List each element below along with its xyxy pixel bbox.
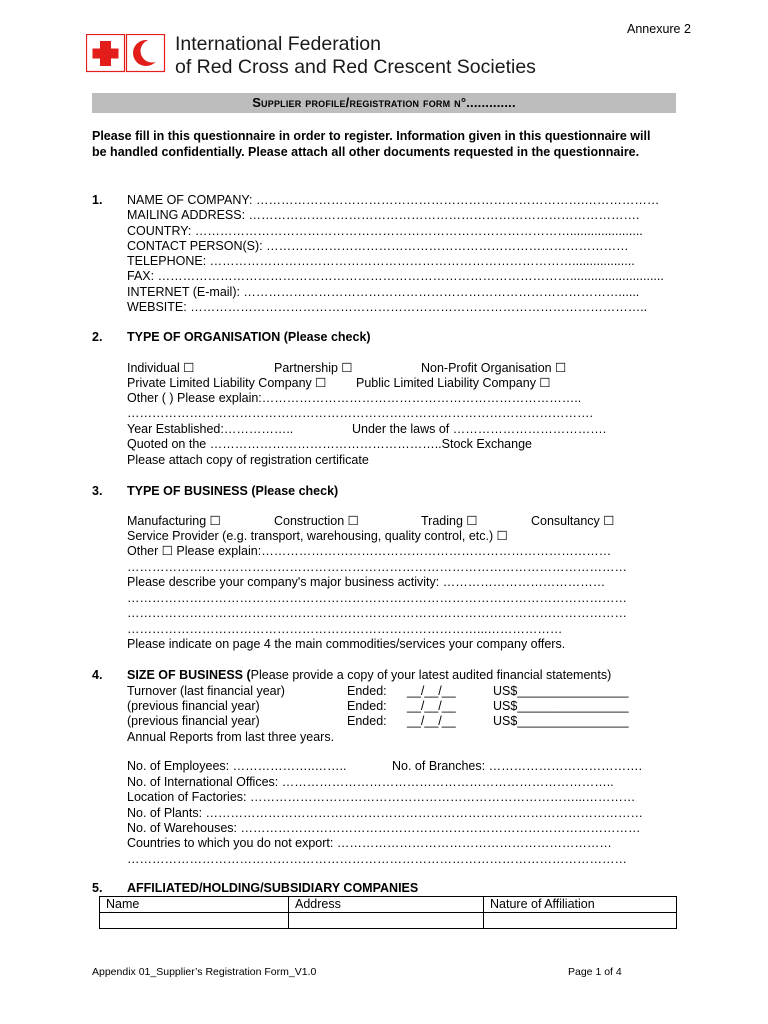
no-export-countries-line-2[interactable]: ………………………………………………………………………………………………………… — [127, 852, 627, 866]
biz-manufacturing-checkbox[interactable]: Manufacturing ☐ — [127, 514, 221, 528]
annual-reports-note: Annual Reports from last three years. — [127, 730, 335, 744]
commodities-note — [127, 637, 565, 652]
affiliate-name-cell[interactable] — [100, 913, 289, 929]
mailing-address-field[interactable]: MAILING ADDRESS: …………………………………………………………………………………. — [127, 208, 640, 223]
col-address-header: Address — [289, 897, 484, 913]
turnover-prev1-amount-field[interactable]: US$________________ — [493, 699, 629, 713]
section-4-title-bold: SIZE OF BUSINESS ( — [127, 668, 251, 682]
form-title: Supplier profile/registration form n°............. — [92, 93, 676, 113]
fax-field[interactable]: FAX: ………………………………………………………………………………………........................... — [127, 269, 664, 284]
turnover-prev2-label: (previous financial year) — [127, 714, 260, 728]
turnover-prev1-label: (previous financial year) — [127, 699, 260, 713]
affiliate-address-cell[interactable] — [289, 913, 484, 929]
telephone-field[interactable]: TELEPHONE: …………………………………………………………………………….................. — [127, 254, 635, 269]
turnover-prev1-date-field[interactable]: __/__/__ — [407, 699, 456, 713]
section-5-title: AFFILIATED/HOLDING/SUBSIDIARY COMPANIES — [127, 881, 419, 895]
turnover-prev2-ended: Ended: — [347, 714, 387, 728]
org-nonprofit-checkbox[interactable]: Non-Profit Organisation ☐ — [421, 361, 567, 375]
red-cross-crescent-logo — [86, 34, 166, 74]
year-established-field[interactable]: Year Established:…………….. — [127, 422, 294, 436]
stock-exchange-field[interactable]: Quoted on the ………………………………………………..Stock Exchange — [127, 437, 532, 451]
turnover-last-amount-field[interactable]: US$________________ — [493, 684, 629, 698]
biz-consultancy-checkbox[interactable]: Consultancy ☐ — [531, 514, 615, 528]
org-other-explain-field[interactable]: Other ( ) Please explain:………………………………………………………………….. — [127, 391, 582, 405]
turnover-prev2-date-field[interactable]: __/__/__ — [407, 714, 456, 728]
biz-construction-checkbox[interactable]: Construction ☐ — [274, 514, 359, 528]
section-5-number: 5. — [92, 881, 103, 895]
turnover-prev1-ended: Ended: — [347, 699, 387, 713]
section-4-title-rest: Please provide a copy of your latest audited financial statements) — [250, 668, 612, 682]
country-field[interactable]: COUNTRY: ………………………………………………………………………………..................... — [127, 223, 643, 238]
section-1-fields — [127, 193, 677, 315]
contact-persons-field[interactable]: CONTACT PERSON(S): …………………………………………………………………………… — [127, 238, 629, 253]
intro-text: Please fill in this questionnaire in order to register. Information given in this questionnaire will be handled confidentially. Please attach all other documents requested in the questionnaire. — [92, 129, 651, 159]
footer-doc-name: Appendix 01_Supplier’s Registration Form_V1.0 — [92, 966, 317, 978]
biz-trading-checkbox[interactable]: Trading ☐ — [421, 514, 478, 528]
section-3-title: TYPE OF BUSINESS (Please check) — [127, 484, 339, 498]
col-name-header: Name — [100, 897, 289, 913]
turnover-last-date-field[interactable]: __/__/__ — [407, 684, 456, 698]
no-export-countries-field[interactable]: Countries to which you do not export: ………………………………………………………… — [127, 836, 612, 850]
org-partnership-checkbox[interactable]: Partnership ☐ — [274, 361, 353, 375]
business-activity-line-4[interactable]: …………………………………………………………………………...……………… — [127, 622, 563, 636]
table-row — [100, 913, 677, 929]
plants-field[interactable]: No. of Plants: …………………………………………………………………………………………… — [127, 806, 644, 820]
affiliate-nature-cell[interactable] — [484, 913, 677, 929]
business-activity-field[interactable]: Please describe your company's major business activity: ………………………………… — [127, 575, 606, 589]
footer-page-number: Page 1 of 4 — [568, 966, 622, 978]
section-4-number: 4. — [92, 668, 103, 682]
section-1-number: 1. — [92, 193, 103, 207]
section-2-number: 2. — [92, 330, 103, 344]
international-offices-field[interactable]: No. of International Offices: …………………………………………………………………….. — [127, 775, 614, 789]
annexure-label: Annexure 2 — [627, 22, 691, 36]
biz-service-provider-checkbox[interactable]: Service Provider (e.g. transport, warehousing, quality control, etc.) ☐ — [127, 529, 508, 543]
org-individual-checkbox[interactable]: Individual ☐ — [127, 361, 195, 375]
org-private-llc-checkbox[interactable]: Private Limited Liability Company ☐ — [127, 376, 327, 390]
biz-other-continuation[interactable]: ………………………………………………………………………………………………………… — [127, 560, 627, 574]
section-3-number: 3. — [92, 484, 103, 498]
org-public-llc-checkbox[interactable]: Public Limited Liability Company ☐ — [356, 376, 551, 390]
factories-location-field[interactable]: Location of Factories: ……………………………………………………………………...………… — [127, 790, 636, 804]
commodities-note-text: Please indicate on page 4 the main commodities/services your company offers. — [127, 637, 566, 651]
branches-field[interactable]: No. of Branches: ………………………………. — [392, 759, 643, 773]
turnover-last-label: Turnover (last financial year) — [127, 684, 285, 698]
business-activity-line-2[interactable]: ………………………………………………………………………………………………………… — [127, 591, 627, 605]
company-name-field[interactable]: NAME OF COMPANY: …………………………………………………………………….……………… — [127, 193, 660, 207]
col-nature-header: Nature of Affiliation — [484, 897, 677, 913]
laws-field[interactable]: Under the laws of ………………………………. — [352, 422, 607, 436]
table-header-row — [100, 897, 677, 913]
org-name-line-1: International Federation — [175, 33, 381, 55]
employees-field[interactable]: No. of Employees: ………………..…….. — [127, 759, 347, 773]
internet-email-field[interactable]: INTERNET (E-mail): ………………………………………………………………………………...... — [127, 284, 640, 299]
warehouses-field[interactable]: No. of Warehouses: …………………………………………………………………………………… — [127, 821, 641, 835]
org-name-line-2: of Red Cross and Red Crescent Societies — [175, 56, 536, 78]
org-other-continuation[interactable]: …………………………………………………………………………………………………. — [127, 406, 593, 420]
registration-note: Please attach copy of registration certificate — [127, 453, 369, 467]
turnover-prev2-amount-field[interactable]: US$________________ — [493, 714, 629, 728]
business-activity-line-3[interactable]: ………………………………………………………………………………………………………… — [127, 606, 627, 620]
section-2-title: TYPE OF ORGANISATION (Please check) — [127, 330, 371, 344]
turnover-last-ended: Ended: — [347, 684, 387, 698]
website-field[interactable]: WEBSITE: ……………………………………………………………………………………………….. — [127, 300, 648, 315]
affiliations-table — [99, 896, 677, 929]
biz-other-explain-field[interactable]: Other ☐ Please explain:………………………………………………………………………… — [127, 544, 612, 558]
section-4-title — [127, 668, 611, 683]
